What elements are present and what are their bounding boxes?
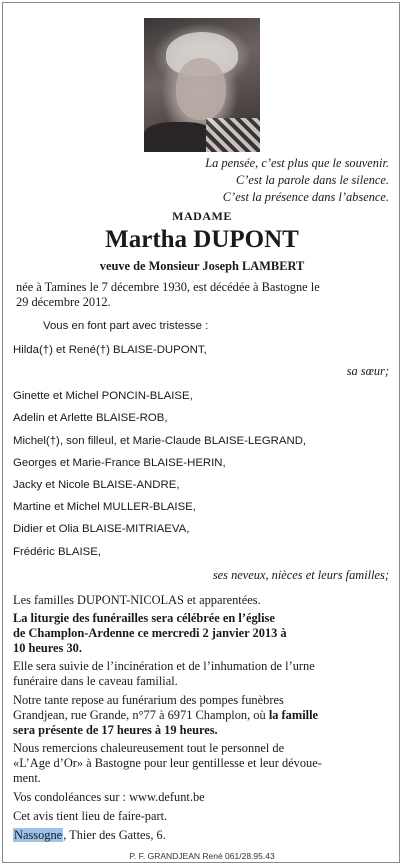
family-role: ses neveux, nièces et leurs familles; — [212, 568, 389, 582]
liturgy-line-2: de Champlon-Ardenne ce mercredi 2 janvier 2013 à — [13, 626, 287, 640]
family-member: Martine et Michel MULLER-BLAISE, — [13, 501, 196, 513]
condolences-text: Vos condoléances sur : www.defunt.be — [13, 790, 205, 804]
quote-line-2: C’est la parole dans le silence. — [235, 173, 389, 187]
footer-funeral-director: P. F. GRANDJEAN René 061/28.95.43 — [129, 851, 275, 861]
funeral-home-line-3: sera présente de 17 heures à 19 heures. — [13, 723, 218, 737]
family-member: Ginette et Michel PONCIN-BLAISE, — [13, 390, 193, 402]
notice-text: Cet avis tient lieu de faire-part. — [13, 809, 168, 823]
funeral-home-line-2 — [13, 708, 318, 723]
quote-line-1: La pensée, c’est plus que le souvenir. — [205, 156, 389, 170]
liturgy-line-1: La liturgie des funérailles sera célébrée en l’église — [13, 611, 275, 625]
cremation-line-1: Elle sera suivie de l’incinération et de l’inhumation de l’urne — [13, 659, 315, 673]
family-member: Didier et Olia BLAISE-MITRIAEVA, — [13, 523, 190, 535]
widow-of: veuve de Monsieur Joseph LAMBERT — [99, 259, 305, 273]
funeral-home-line-1: Notre tante repose au funérarium des pompes funèbres — [13, 693, 284, 707]
quote-line-3: C’est la présence dans l’absence. — [222, 190, 389, 204]
thanks-line-3: ment. — [13, 771, 41, 785]
family-member: Adelin et Arlette BLAISE-ROB, — [13, 412, 168, 424]
family-presence-bold: la famille — [268, 708, 319, 722]
thanks-line-1: Nous remercions chaleureusement tout le personnel de — [13, 741, 285, 755]
intro-text: Vous en font part avec tristesse : — [43, 320, 209, 332]
address-place: Nassogne — [14, 828, 63, 842]
family-member: Michel(†), son filleul, et Marie-Claude BLAISE-LEGRAND, — [13, 435, 307, 447]
deceased-name: Martha DUPONT — [105, 226, 299, 253]
family-member: Frédéric BLAISE, — [13, 546, 101, 558]
sister-line: Hilda(†) et René(†) BLAISE-DUPONT, — [13, 344, 207, 356]
obituary-notice — [2, 2, 400, 863]
address-line — [13, 828, 166, 843]
cremation-line-2: funéraire dans le caveau familial. — [13, 674, 178, 688]
other-families: Les familles DUPONT-NICOLAS et apparentées. — [13, 593, 261, 607]
address-rest: , Thier des Gattes, 6. — [63, 828, 166, 842]
family-member: Georges et Marie-France BLAISE-HERIN, — [13, 457, 226, 469]
birth-death-line-2: 29 décembre 2012. — [16, 295, 111, 309]
family-member: Jacky et Nicole BLAISE-ANDRE, — [13, 479, 180, 491]
portrait-photo — [144, 18, 260, 152]
title-madame: MADAME — [172, 209, 232, 223]
liturgy-line-3: 10 heures 30. — [13, 641, 82, 655]
sister-role: sa sœur; — [346, 364, 389, 378]
thanks-line-2: «L’Age d’Or» à Bastogne pour leur gentillesse et leur dévoue- — [13, 756, 322, 770]
funeral-home-text: Grandjean, rue Grande, n°77 à 6971 Champlon, où — [13, 708, 269, 722]
birth-death-line-1: née à Tamines le 7 décembre 1930, est décédée à Bastogne le — [16, 280, 320, 294]
